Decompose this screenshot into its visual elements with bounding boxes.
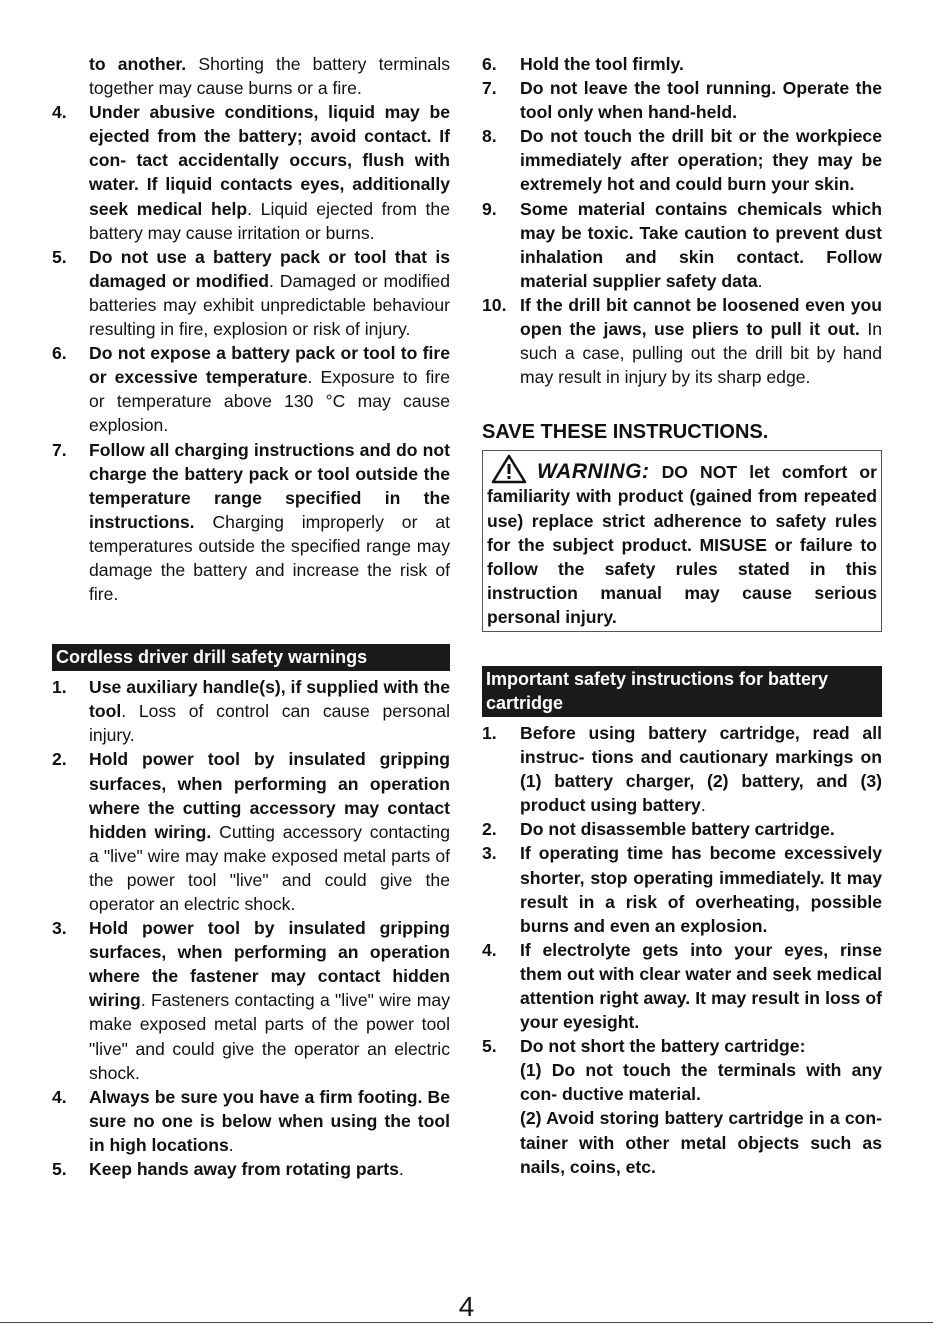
- battery-instruction-item: 2. Do not disassemble battery cartridge.: [482, 819, 835, 840]
- warning-text: DO NOT let comfort or familiarity with product (gained from repeated use) replace strict adherence to safety rules for the subject product. MISUSE or failure to follow the safety rules stated in this instruction manual may cause serious personal injury.: [487, 462, 877, 627]
- sub-item: (1) Do not touch the terminals with any con- ductive material.: [520, 1060, 882, 1105]
- drill-warning-item: 3. Hold power tool by insulated gripping surfaces, when performing an operation where the fastener may contact hidden wiring. Fasteners contacting a "live" wire may make exposed metal parts of the power tool "live" and could give the operator an electric shock.: [52, 918, 450, 1083]
- warning-box: [482, 450, 882, 632]
- right-column: [482, 52, 882, 1179]
- section-header-drill: Cordless driver drill safety warnings: [52, 644, 450, 671]
- drill-warning-item: 6. Hold the tool firmly.: [482, 54, 684, 74]
- page-number: 4: [458, 1291, 475, 1322]
- footer-divider: [0, 1322, 933, 1323]
- battery-warning-item: 5. Do not use a battery pack or tool that is damaged or modified. Damaged or modified batteries may exhibit unpredictable behaviour resulting in fire, explosion or risk of injury.: [52, 246, 450, 340]
- battery-warning-item: 7. Follow all charging instructions and do not charge the battery pack or tool outside the temperature range specified in the instructions. Charging improperly or at temperatures outside the specified range may damage the battery and increase the risk of fire.: [52, 439, 450, 605]
- drill-warning-item: 10. If the drill bit cannot be loosened even you open the jaws, use pliers to pull it out. In such a case, pulling out the drill bit by hand may result in injury by its sharp edge.: [482, 294, 882, 388]
- drill-warning-item: 8. Do not touch the drill bit or the workpiece immediately after operation; they may be extremely hot and could burn your skin.: [482, 126, 882, 195]
- battery-instruction-item: 5. Do not short the battery cartridge: (1) Do not touch the terminals with any con- ductive material. (2) Avoid storing battery cartridge in a con- tainer with other metal objects such as nails, coins, etc.: [482, 1034, 882, 1179]
- battery-instruction-item: 1. Before using battery cartridge, read all instruc- tions and cautionary markings on (1) battery charger, (2) battery, and (3) product using battery.: [482, 722, 882, 816]
- drill-warning-item: 7. Do not leave the tool running. Operate the tool only when hand-held.: [482, 78, 882, 123]
- sub-item: (2) Avoid storing battery cartridge in a con- tainer with other metal objects such as nails, coins, etc.: [520, 1108, 882, 1177]
- drill-warning-item: 9. Some material contains chemicals which may be toxic. Take caution to prevent dust inhalation and skin contact. Follow material supplier safety data.: [482, 198, 882, 291]
- drill-warning-item: 4. Always be sure you have a firm footing. Be sure no one is below when using the tool in high locations.: [52, 1086, 450, 1155]
- drill-warning-item: 2. Hold power tool by insulated gripping surfaces, when performing an operation where the cutting accessory may contact hidden wiring. Cutting accessory contacting a "live" wire may make exposed metal parts of the power tool "live" and could give the operator an electric shock.: [52, 749, 450, 914]
- battery-instruction-item: 3. If operating time has become excessively shorter, stop operating immediately. It may result in a risk of overheating, possible burns and even an explosion.: [482, 843, 882, 936]
- battery-warning-item: 4. Under abusive conditions, liquid may be ejected from the battery; avoid contact. If con- tact accidentally occurs, flush with water. If liquid contacts eyes, additionally seek medical help. Liquid ejected from the battery may cause irritation or burns.: [52, 102, 450, 243]
- save-instructions-heading: SAVE THESE INSTRUCTIONS.: [482, 421, 769, 444]
- left-column: [52, 52, 450, 1181]
- warning-label: WARNING:: [537, 460, 650, 484]
- continued-paragraph: to another. Shorting the battery terminals together may cause burns or a fire.: [89, 54, 450, 99]
- drill-warning-item: 5. Keep hands away from rotating parts.: [52, 1159, 404, 1180]
- battery-warning-item: 6. Do not expose a battery pack or tool to fire or excessive temperature. Exposure to fire or temperature above 130 °C may cause explosion.: [52, 343, 450, 436]
- battery-instruction-item: 4. If electrolyte gets into your eyes, rinse them out with clear water and seek medical attention right away. It may result in loss of your eyesight.: [482, 939, 882, 1033]
- warning-triangle-icon: [491, 454, 527, 484]
- drill-warning-item: 1. Use auxiliary handle(s), if supplied with the tool. Loss of control can cause personal injury.: [52, 677, 450, 746]
- section-header-battery: Important safety instructions for battery cartridge: [482, 666, 882, 717]
